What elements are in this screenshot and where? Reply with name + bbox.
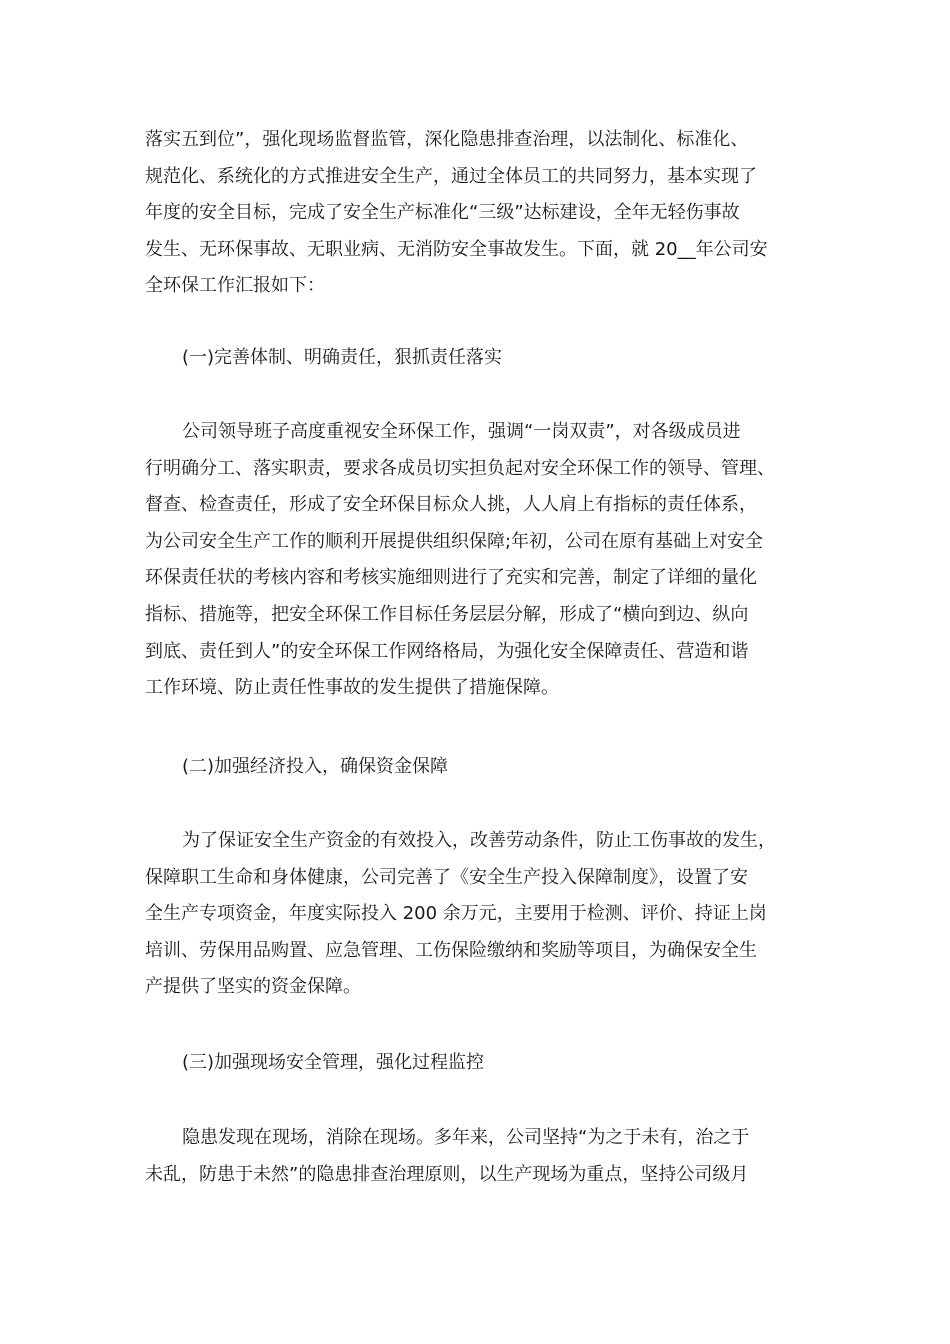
text-line: 培训、劳保用品购置、应急管理、工伤保险缴纳和奖励等项目，为确保安全生 [145,939,757,961]
text-line: 全生产专项资金，年度实际投入 200 余万元，主要用于检测、评价、持证上岗 [145,903,767,925]
text-line: 为公司安全生产工作的顺利开展提供组织保障;年初，公司在原有基础上对安全 [145,530,764,552]
text-line: 行明确分工、落实职责，要求各成员切实担负起对安全环保工作的领导、管理、 [145,457,775,479]
text-line: 工作环境、防止责任性事故的发生提供了措施保障。 [145,677,559,699]
text-line: 督查、检查责任，形成了安全环保目标众人挑，人人肩上有指标的责任体系， [145,494,757,516]
section-heading-3 [145,1045,825,1082]
heading-text: (二)加强经济投入，确保资金保障 [182,756,449,777]
text-line: 年度的安全目标，完成了安全生产标准化“三级”达标建设，全年无轻伤事故 [145,202,740,224]
text-line: 全环保工作汇报如下： [145,275,325,297]
text-line: 到底、责任到人”的安全环保工作网络格局，为强化安全保障责任、营造和谐 [145,640,749,662]
text-line: 为了保证安全生产资金的有效投入，改善劳动条件，防止工伤事故的发生， [182,830,776,851]
text-line: 环保责任状的考核内容和考核实施细则进行了充实和完善，制定了详细的量化 [145,567,757,589]
text-line: 未乱，防患于未然”的隐患排查治理原则，以生产现场为重点，坚持公司级月 [145,1163,749,1185]
intro-paragraph [145,122,825,305]
heading-text: (三)加强现场安全管理，强化过程监控 [182,1052,485,1073]
heading-text: (一)完善体制、明确责任，狠抓责任落实 [182,347,503,368]
text-line: 保障职工生命和身体健康，公司完善了《安全生产投入保障制度》，设置了安 [145,866,748,888]
text-line: 产提供了坚实的资金保障。 [145,976,361,998]
text-line: 隐患发现在现场，消除在现场。多年来，公司坚持“为之于未有，治之于 [182,1127,750,1148]
text-line: 发生、无环保事故、无职业病、无消防安全事故发生。下面，就 20__年公司安 [145,238,768,260]
text-line: 指标、措施等，把安全环保工作目标任务层层分解，形成了“横向到边、纵向 [145,603,749,625]
text-line: 规范化、系统化的方式推进安全生产，通过全体员工的共同努力，基本实现了 [145,165,757,187]
section-heading-2 [145,749,825,786]
section-heading-1 [145,340,825,377]
section-1-paragraph [145,414,825,707]
text-line: 公司领导班子高度重视安全环保工作，强调“一岗双责”，对各级成员进 [182,421,741,442]
section-2-paragraph [145,823,825,1006]
section-3-paragraph [145,1120,825,1193]
text-line: 落实五到位”，强化现场监督监管，深化隐患排查治理，以法制化、标准化、 [145,129,749,150]
